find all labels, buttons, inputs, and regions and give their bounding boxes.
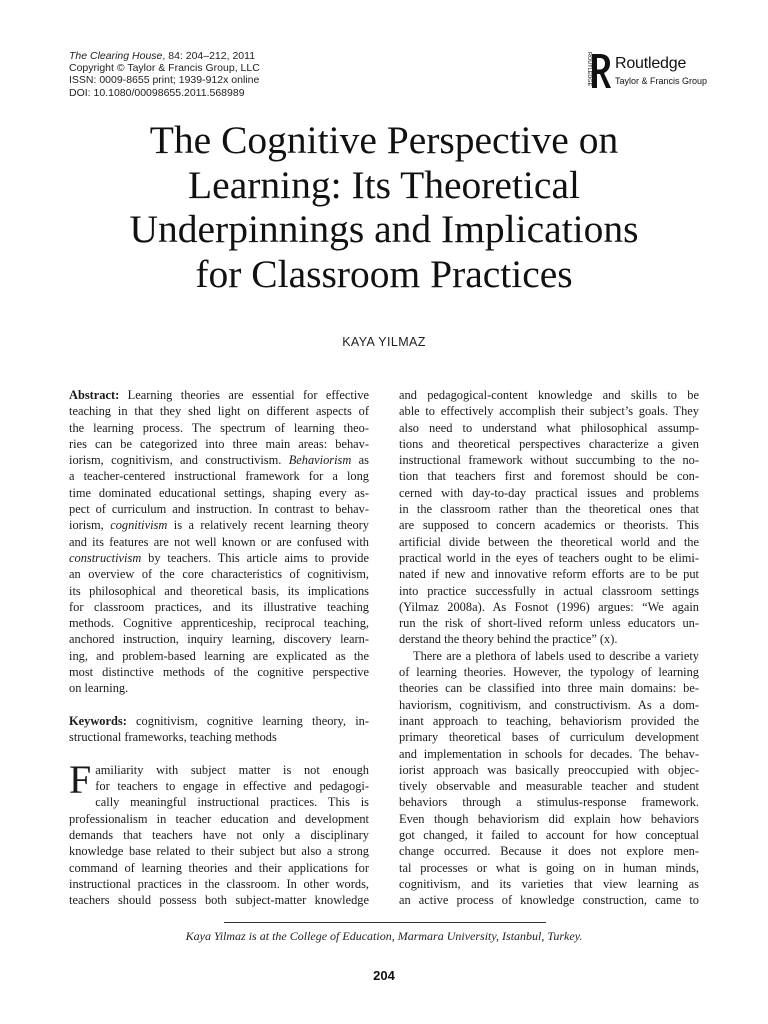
publisher-vertical-wordmark: ROUTLEDGE [586,52,592,87]
body-intro-paragraph [69,756,369,909]
abstract-line: most distinctive methods of the cognitive perspective [69,665,369,680]
body-line: are supposed to concern academics or theorists. This [399,518,699,533]
body-line: demands that teachers have not only a disciplinary [69,828,369,843]
abstract-line: and its features are not well known or are confused with [69,534,369,549]
abstract-line: its philosophical and theoretical basis, its implications [69,583,369,598]
body-line: cerned with day-to-day practical issues and problems [399,485,699,500]
abstract-line: the learning process. The spectrum of learning theo- [69,420,369,435]
title-line: The Cognitive Perspective on [149,118,619,162]
journal-citation: The Clearing House, 84: 204–212, 2011 [69,50,256,62]
body-line: got changed, it failed to account for how conceptual [399,828,699,843]
author-name: KAYA YILMAZ [342,335,426,349]
routledge-logo-icon [581,50,611,92]
body-line: (Yilmaz 2008a). As Fosnot (1996) argues: “We again [399,599,699,614]
body-line: derstand the theory behind the practice” (x). [399,632,618,647]
body-line: practical world in the eyes of teachers ought to be elimi- [399,550,699,565]
article-title [60,118,708,296]
abstract-line: teaching in that they shed light on different aspects of [69,404,369,419]
body-line: behaviors through a stimulus-response framework. [399,795,699,810]
abstract-line: on learning. [69,681,129,696]
abstract [69,387,369,697]
abstract-line: ing, and problem-based learning are explicated as the [69,648,369,663]
abstract-line: anchored instruction, inquiry learning, discovery learn- [69,632,369,647]
body-line: command of learning theories and their applications for [69,860,369,875]
body-paragraph-2 [399,648,699,909]
body-line: tively observable and measurable teacher and student [399,779,699,794]
body-line: knowledge base related to their subject but also a strong [69,844,369,859]
body-line: run the risk of short-lived reform unless educators un- [399,616,699,631]
abstract-line: time dominated educational settings, shaping every as- [69,485,369,500]
body-line: iorist approach was basically preoccupied with objec- [399,762,699,777]
body-line: tion that teachers first and foremost should be con- [399,469,699,484]
body-line: an active process of knowledge construction, came to [399,893,699,908]
abstract-line: iorism, cognitivism, and constructivism. Behaviorism as [69,453,369,468]
body-line: amiliarity with subject matter is not enough [95,762,369,777]
body-line: nated if new and innovative reform efforts are to be put [399,567,699,582]
author-affiliation-footnote: Kaya Yilmaz is at the College of Education, Marmara University, Istanbul, Turkey. [185,929,583,943]
keywords-line: Keywords: cognitivism, cognitive learning theory, in- [69,713,369,728]
body-line: inant approach to teaching, behaviorism provided the [399,713,699,728]
body-line: Even though behaviorism did explain how behaviors [399,811,699,826]
page-number: 204 [373,968,395,983]
body-line: and pedagogical-content knowledge and skills to be [399,388,699,402]
body-line: tions and theoretical perspectives characterize a given [399,436,699,451]
body-line: able to effectively accomplish their subject’s goals. They [399,404,699,419]
body-line: teachers should possess both subject-matter knowledge [69,893,369,908]
body-line: change occurred. Because it does not explore men- [399,844,699,859]
publisher-group: Taylor & Francis Group [615,76,708,86]
keywords [69,713,369,746]
abstract-line: for classroom practices, and its illustrative teaching [69,599,369,614]
body-line: artificial divide between the theoretical world and the [399,534,699,549]
body-line: and implementation in schools for decades. The behav- [399,746,699,761]
drop-cap: F [69,756,92,802]
body-line: professionalism in teacher education and development [69,811,369,826]
abstract-line: constructivism by teachers. This article aims to provide [69,550,369,565]
footnote-divider [224,922,546,923]
journal-copyright: Copyright © Taylor & Francis Group, LLC [69,62,260,75]
body-line: of learning theories. However, the typology of learning [399,665,699,680]
abstract-line: methods. Cognitive apprenticeship, reciprocal teaching, [69,616,369,631]
body-line: haviorism, cognitivism, and constructivism. As a dom- [399,697,699,712]
body-line: primary theoretical bases of curriculum development [399,730,699,745]
title-line: Learning: Its Theoretical [188,162,580,207]
body-line: theories can be classified into three main domains: be- [399,681,699,696]
body-line: There are a plethora of labels used to describe a variety [413,648,699,663]
publisher-logo [581,50,706,92]
keywords-label: Keywords: [69,713,127,728]
publisher-name: Routledge [615,55,687,72]
body-line: instructional framework without succumbing to the no- [399,453,699,468]
abstract-line: a teacher-centered instructional framework for a long [69,469,369,484]
abstract-line: an overview of the core characteristics of cognitivism, [69,567,369,582]
body-line: into practice successfully in actual classroom settings [399,583,699,598]
abstract-line: iorism, cognitivism is a relatively recent learning theory [69,518,369,533]
left-column [69,387,369,909]
body-line: cognitivism, and its varieties that view learning as [399,876,699,891]
body-line: tal processes or what is going on in human minds, [399,860,699,875]
keywords-line: structional frameworks, teaching methods [69,730,277,745]
abstract-line: ries can be categorized into three main areas: behav- [69,436,369,451]
journal-issn: ISSN: 0009-8655 print; 1939-912x online [69,74,260,87]
body-paragraph-1 [399,387,699,648]
body-line: also need to understand what philosophical assump- [399,420,699,435]
journal-info [69,50,260,99]
body-line: in the classroom rather than the theoretical ones that [399,502,699,517]
journal-doi: DOI: 10.1080/00098655.2011.568989 [69,86,245,99]
title-line: for Classroom Practices [195,251,573,296]
title-line: Underpinnings and Implications [129,207,639,251]
abstract-line: Abstract: Learning theories are essential for effective [69,388,369,402]
abstract-line: pect of curriculum and instruction. In contrast to behav- [69,502,369,517]
body-line: for teachers to engage in effective and pedagogi- [95,779,369,794]
right-column [399,387,699,909]
body-line: instructional practices in the classroom. In other words, [69,876,369,891]
abstract-label: Abstract: [69,388,120,402]
body-line: cally meaningful instructional practices. This is [95,795,369,810]
journal-name: The Clearing House [69,50,163,62]
